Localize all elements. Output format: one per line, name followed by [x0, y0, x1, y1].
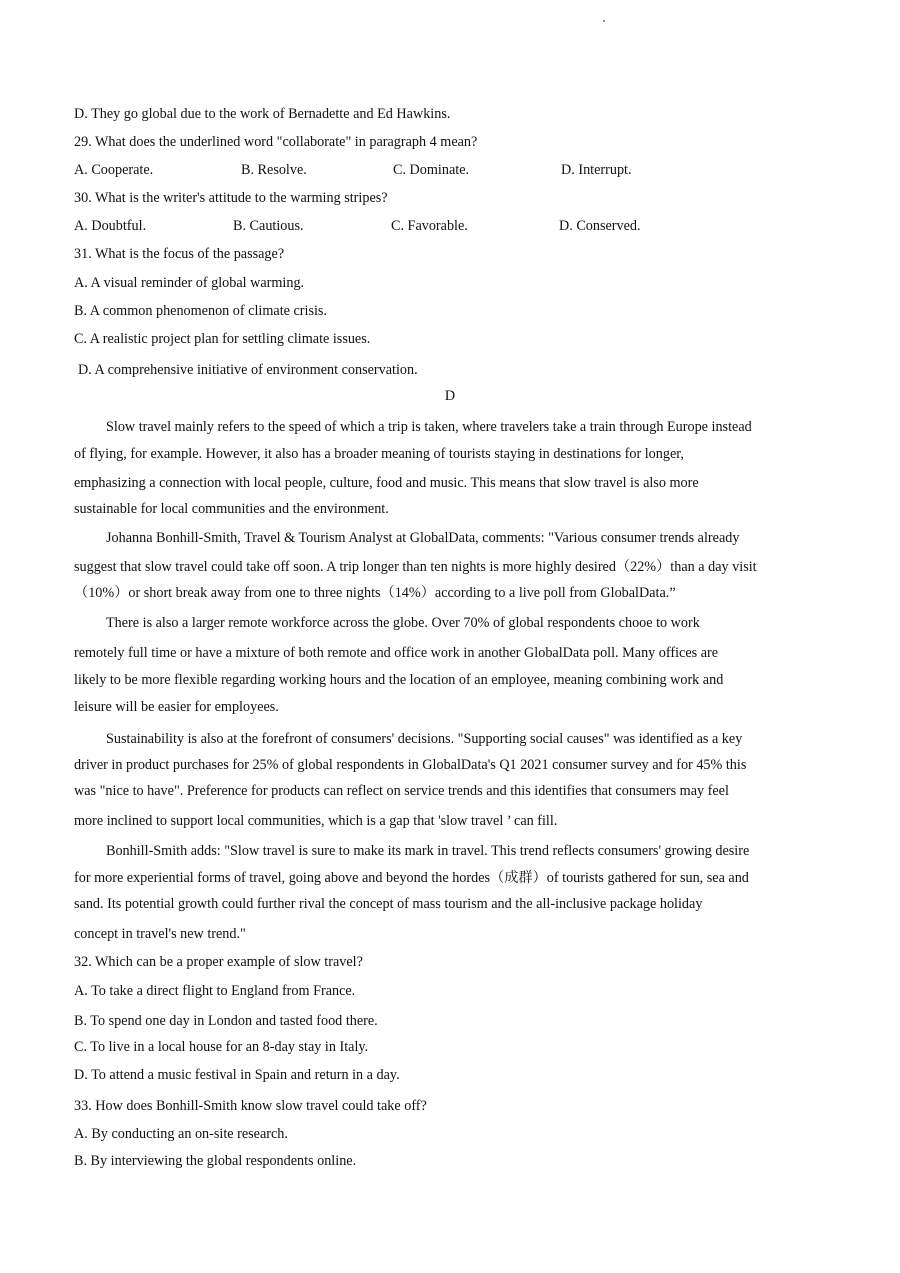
q33-option-a: A. By conducting an on-site research.	[74, 1126, 288, 1142]
passage-line: （10%）or short break away from one to three nights（14%）according to a live poll from GlobalData.”	[74, 585, 676, 601]
passage-line: sand. Its potential growth could further rival the concept of mass tourism and the all-inclusive package holiday	[74, 896, 703, 912]
q33-question: 33. How does Bonhill-Smith know slow travel could take off?	[74, 1098, 427, 1114]
passage-line: for more experiential forms of travel, going above and beyond the hordes（成群）of tourists gathered for sun, sea and	[74, 870, 749, 886]
q28-option-d: D. They go global due to the work of Bernadette and Ed Hawkins.	[74, 106, 451, 122]
passage-line: Slow travel mainly refers to the speed of which a trip is taken, where travelers take a train through Europe instead	[106, 419, 752, 435]
passage-line: driver in product purchases for 25% of global respondents in GlobalData's Q1 2021 consumer survey and for 45% this	[74, 757, 747, 773]
passage-line: concept in travel's new trend."	[74, 926, 246, 942]
passage-line: likely to be more flexible regarding working hours and the location of an employee, meaning combining work and	[74, 672, 724, 688]
passage-line: leisure will be easier for employees.	[74, 699, 279, 715]
passage-line: was "nice to have". Preference for products can reflect on service trends and this identifies that consumers may feel	[74, 783, 729, 799]
passage-line: more inclined to support local communities, which is a gap that 'slow travel ’ can fill.	[74, 813, 558, 829]
scan-dot	[603, 20, 605, 22]
q29-option-c: C. Dominate.	[393, 162, 470, 178]
q31-option-b: B. A common phenomenon of climate crisis.	[74, 303, 327, 319]
q29-option-b: B. Resolve.	[241, 162, 307, 178]
passage-line: Johanna Bonhill-Smith, Travel & Tourism Analyst at GlobalData, comments: "Various consumer trends already	[106, 530, 740, 546]
q31-question: 31. What is the focus of the passage?	[74, 246, 285, 262]
q30-option-c: C. Favorable.	[391, 218, 468, 234]
q32-option-b: B. To spend one day in London and tasted food there.	[74, 1013, 378, 1029]
q29-option-a: A. Cooperate.	[74, 162, 154, 178]
q30-options	[74, 217, 774, 235]
passage-line: emphasizing a connection with local people, culture, food and music. This means that slow travel is also more	[74, 475, 699, 491]
passage-line: remotely full time or have a mixture of both remote and office work in another GlobalData poll. Many offices are	[74, 645, 719, 661]
passage-line: suggest that slow travel could take off soon. A trip longer than ten nights is more highly desired（22%）than a day visit	[74, 559, 757, 575]
q32-question: 32. Which can be a proper example of slow travel?	[74, 954, 363, 970]
q31-option-d: D. A comprehensive initiative of environment conservation.	[78, 362, 418, 378]
q33-option-b: B. By interviewing the global respondents online.	[74, 1153, 357, 1169]
passage-line: of flying, for example. However, it also has a broader meaning of tourists staying in destinations for longer,	[74, 446, 684, 462]
q29-options	[74, 161, 774, 179]
q30-option-d: D. Conserved.	[559, 218, 641, 234]
passage-line: Sustainability is also at the forefront of consumers' decisions. "Supporting social causes" was identified as a key	[106, 731, 743, 747]
q30-option-a: A. Doubtful.	[74, 218, 147, 234]
q29-question: 29. What does the underlined word "collaborate" in paragraph 4 mean?	[74, 134, 478, 150]
q30-option-b: B. Cautious.	[233, 218, 304, 234]
q31-option-c: C. A realistic project plan for settling climate issues.	[74, 331, 371, 347]
q32-option-c: C. To live in a local house for an 8-day stay in Italy.	[74, 1039, 369, 1055]
q32-option-d: D. To attend a music festival in Spain and return in a day.	[74, 1067, 400, 1083]
q29-option-d: D. Interrupt.	[561, 162, 632, 178]
passage-line: There is also a larger remote workforce across the globe. Over 70% of global respondents chooe to work	[106, 615, 700, 631]
q30-question: 30. What is the writer's attitude to the warming stripes?	[74, 190, 388, 206]
q31-option-a: A. A visual reminder of global warming.	[74, 275, 305, 291]
section-heading: D	[444, 388, 456, 404]
passage-line: Bonhill-Smith adds: "Slow travel is sure to make its mark in travel. This trend reflects consumers' growing desire	[106, 843, 750, 859]
q32-option-a: A. To take a direct flight to England from France.	[74, 983, 356, 999]
passage-line: sustainable for local communities and the environment.	[74, 501, 389, 517]
